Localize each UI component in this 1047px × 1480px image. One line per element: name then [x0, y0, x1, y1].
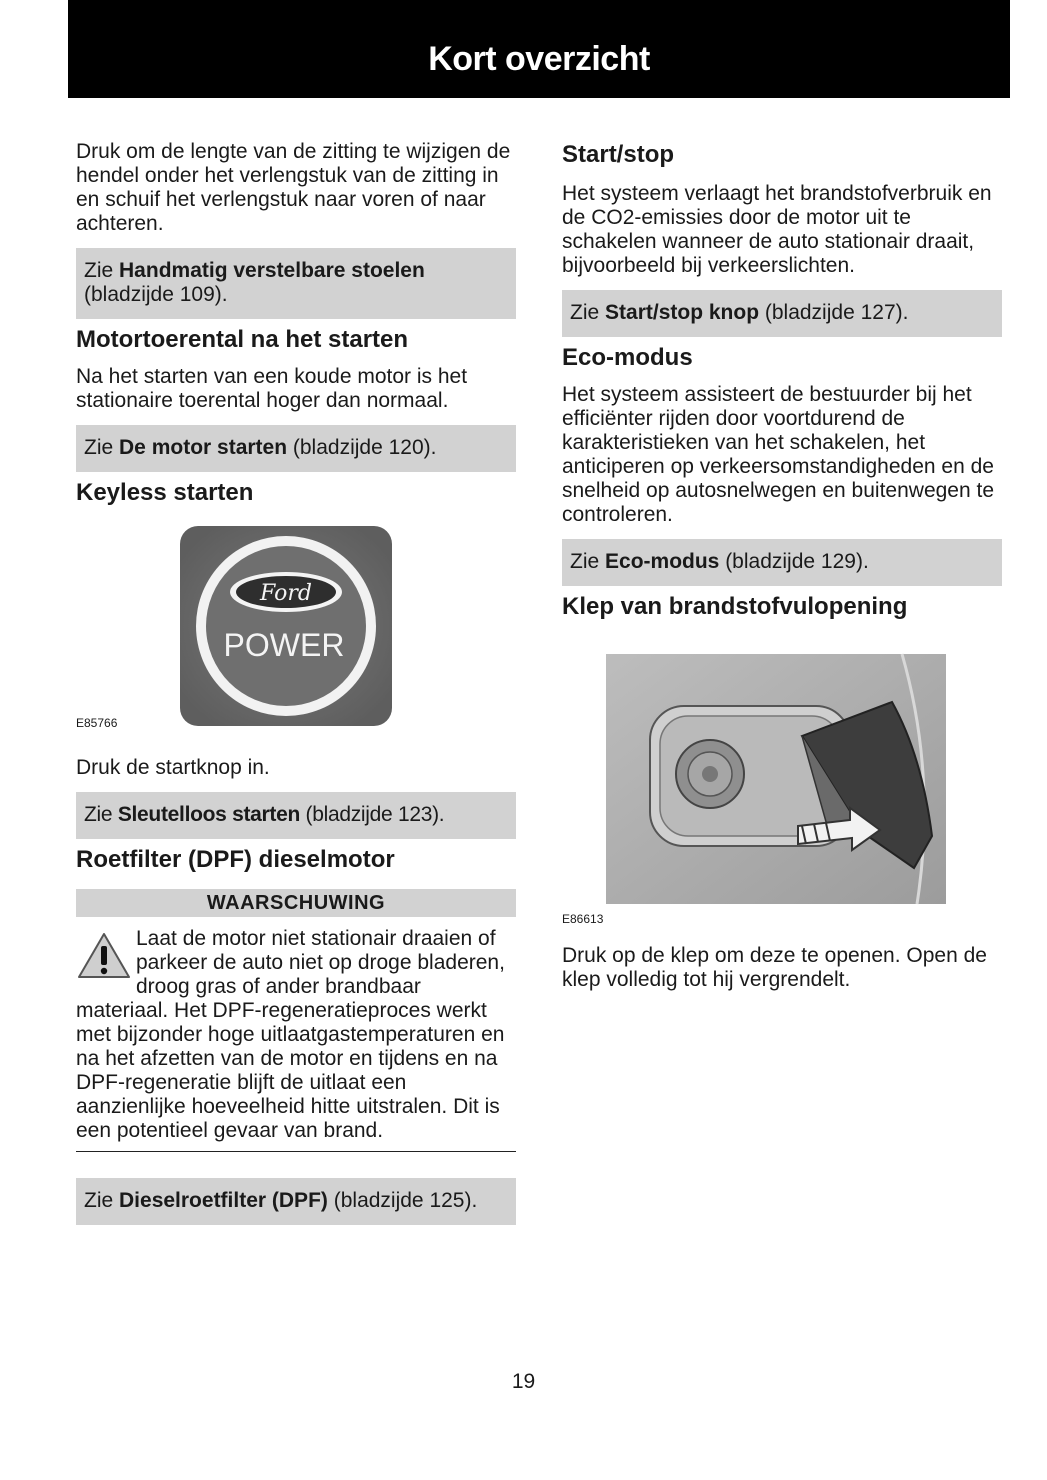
ref-link[interactable]: Eco-modus: [605, 550, 720, 573]
fuel-flap-figure: [562, 636, 1002, 936]
section-heading-eco: Eco-modus: [562, 344, 693, 371]
ref-prefix: Zie: [84, 436, 120, 459]
left-column: [76, 140, 516, 1225]
figure-id-fuel-flap: E86613: [562, 912, 604, 926]
fuel-flap-paragraph: Druk op de klep om deze te openen. Open de klep volledig tot hij vergrendelt.: [562, 944, 987, 991]
power-label: POWER: [223, 627, 345, 663]
section-heading-keyless: Keyless starten: [76, 479, 254, 506]
section-heading-dpf: Roetfilter (DPF) dieselmotor: [76, 846, 395, 873]
engine-speed-paragraph: Na het starten van een koude motor is het stationaire toerental hoger dan normaal.: [76, 365, 468, 412]
page-title: Kort overzicht: [428, 40, 650, 78]
reference-box-seats: [76, 248, 516, 319]
reference-box-start-stop: [562, 290, 1002, 337]
section-heading-start-stop: Start/stop: [562, 141, 675, 168]
fuel-cap-center: [702, 766, 718, 782]
fuel-flap-illustration: [562, 636, 1002, 916]
ref-suffix: (bladzijde 127).: [759, 301, 909, 324]
ref-link[interactable]: Handmatig verstelbare stoelen: [119, 259, 425, 282]
warning-block: [76, 927, 516, 1143]
ref-link[interactable]: De motor starten: [119, 436, 288, 459]
page-header: [68, 0, 1010, 98]
eco-paragraph: Het systeem assisteert de bestuurder bij het efficiënter rijden door voortdurend de karakteristieken van het schakelen, het anticiperen op verkeersomstandigheden en de snelheid op autosnelwegen en buitenwegen te controleren.: [562, 383, 995, 526]
reference-box-dpf: [76, 1178, 516, 1225]
ref-suffix: (bladzijde 123).: [300, 803, 445, 826]
reference-box-engine-start: [76, 425, 516, 472]
ref-prefix: Zie: [84, 1189, 120, 1212]
page-number: 19: [511, 1370, 536, 1393]
right-column: [562, 140, 1002, 992]
ref-suffix: (bladzijde 120).: [287, 436, 437, 459]
section-heading-fuel-flap: Klep van brandstofvulopening: [562, 593, 908, 620]
ref-suffix: (bladzijde 109).: [84, 283, 228, 306]
keyless-paragraph: Druk de startknop in.: [76, 756, 270, 779]
ref-suffix: (bladzijde 125).: [327, 1189, 478, 1212]
ref-link[interactable]: Start/stop knop: [605, 301, 760, 324]
power-button-figure: [76, 526, 516, 756]
start-stop-paragraph: Het systeem verlaagt het brandstofverbruik en de CO2-emissies door de motor uit te schakelen wanneer de auto stationair draait, bijvoorbeeld bij verkeerslichten.: [562, 182, 992, 277]
ref-prefix: Zie: [570, 550, 606, 573]
warning-triangle-icon: [76, 931, 132, 981]
section-heading-engine-speed: Motortoerental na het starten: [76, 326, 409, 353]
ref-prefix: Zie: [84, 803, 118, 826]
power-button-illustration: [76, 526, 516, 736]
ref-link[interactable]: Sleutelloos starten: [117, 803, 300, 826]
ford-logo-text: Ford: [260, 581, 312, 606]
ref-prefix: Zie: [84, 259, 120, 282]
reference-box-eco: [562, 539, 1002, 586]
figure-id-power: E85766: [76, 716, 118, 730]
warning-text: Laat de motor niet stationair draaien of parkeer de auto niet op droge bladeren, droog gras of ander brandbaar materiaal. Het DPF-regeneratieproces werkt met bijzonder hoge uitlaatgastemperaturen en na het afzetten van de motor en tijdens en na DPF-regeneratie blijft de uitlaat een aanzienlijke hoeveelheid hitte uitstralen. Dit is een potentieel gevaar van brand.: [76, 927, 505, 1142]
warning-end-rule: [76, 1151, 516, 1152]
intro-paragraph: Druk om de lengte van de zitting te wijzigen de hendel onder het verlengstuk van de zitting in en schuif het verlengstuk naar voren of naar achteren.: [76, 140, 511, 235]
warning-label-bar: WAARSCHUWING: [76, 889, 516, 917]
button-face: [206, 546, 366, 706]
reference-box-keyless: [76, 792, 516, 839]
ref-prefix: Zie: [570, 301, 606, 324]
ref-link[interactable]: Dieselroetfilter (DPF): [119, 1189, 328, 1212]
ref-suffix: (bladzijde 129).: [719, 550, 869, 573]
